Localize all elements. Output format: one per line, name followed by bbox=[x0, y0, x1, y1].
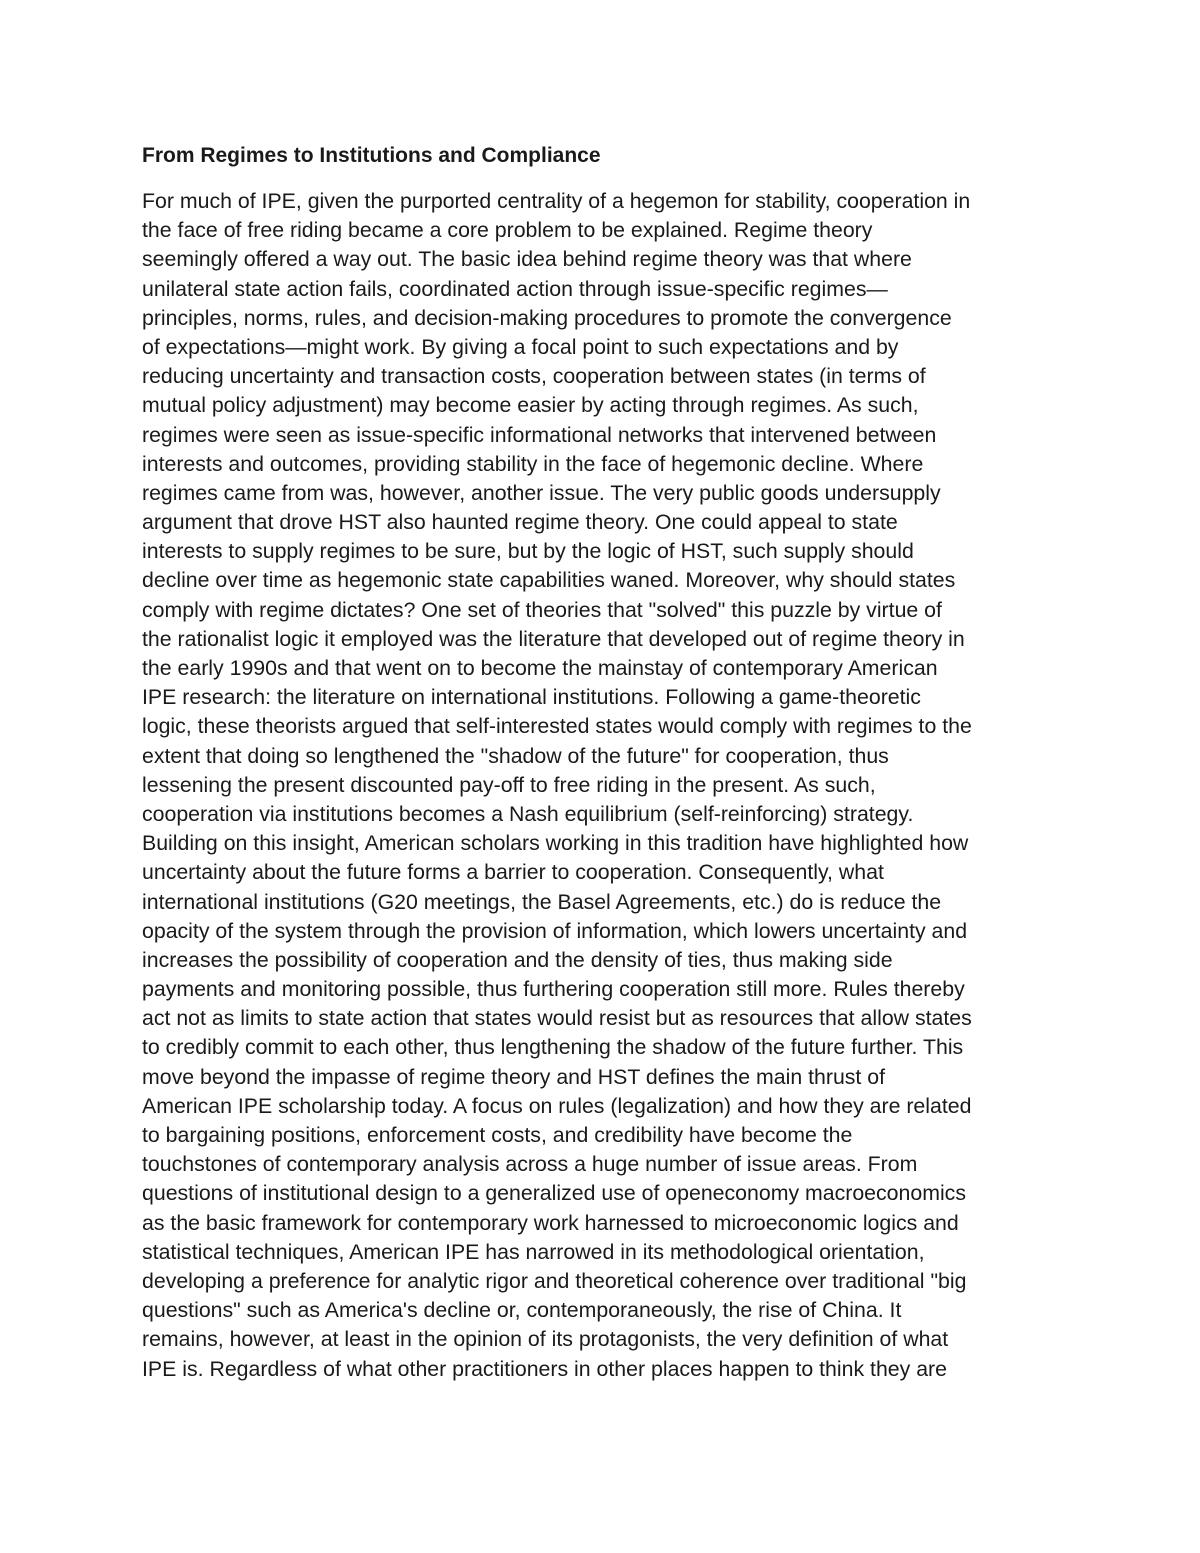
paragraph-line: reducing uncertainty and transaction costs, cooperation between states (in terms of bbox=[142, 364, 926, 389]
paragraph-line: payments and monitoring possible, thus furthering cooperation still more. Rules thereby bbox=[142, 977, 965, 1002]
paragraph-line: logic, these theorists argued that self-interested states would comply with regimes to the bbox=[142, 714, 972, 739]
paragraph-line: to credibly commit to each other, thus lengthening the shadow of the future further. This bbox=[142, 1035, 964, 1060]
body-paragraph bbox=[142, 187, 1072, 1384]
section-heading: From Regimes to Institutions and Compliance bbox=[142, 144, 601, 167]
paragraph-line: international institutions (G20 meetings, the Basel Agreements, etc.) do is reduce the bbox=[142, 889, 942, 914]
paragraph-line: For much of IPE, given the purported centrality of a hegemon for stability, cooperation in bbox=[142, 189, 971, 213]
paragraph-line: Building on this insight, American scholars working in this tradition have highlighted how bbox=[142, 831, 969, 856]
paragraph-line: opacity of the system through the provision of information, which lowers uncertainty and bbox=[142, 918, 968, 943]
paragraph-line: mutual policy adjustment) may become easier by acting through regimes. As such, bbox=[142, 393, 919, 418]
paragraph-line: regimes were seen as issue-specific informational networks that intervened between bbox=[142, 422, 937, 447]
paragraph-line: to bargaining positions, enforcement costs, and credibility have become the bbox=[142, 1123, 853, 1147]
paragraph-line: comply with regime dictates? One set of theories that "solved" this puzzle by virtue of bbox=[142, 597, 942, 622]
paragraph-line: IPE research: the literature on international institutions. Following a game-theoretic bbox=[142, 685, 921, 710]
paragraph-line: the rationalist logic it employed was the literature that developed out of regime theory in bbox=[142, 626, 965, 651]
paragraph-line: act not as limits to state action that states would resist but as resources that allow states bbox=[142, 1006, 972, 1031]
paragraph-line: questions" such as America's decline or, contemporaneously, the rise of China. It bbox=[142, 1298, 902, 1323]
paragraph-line: cooperation via institutions becomes a Nash equilibrium (self-reinforcing) strategy. bbox=[142, 801, 914, 826]
paragraph-line: move beyond the impasse of regime theory and HST defines the main thrust of bbox=[142, 1064, 886, 1089]
paragraph-line: remains, however, at least in the opinion of its protagonists, the very definition of what bbox=[142, 1327, 949, 1352]
paragraph-line: American IPE scholarship today. A focus on rules (legalization) and how they are related bbox=[142, 1093, 972, 1118]
paragraph-line: increases the possibility of cooperation and the density of ties, thus making side bbox=[142, 947, 893, 972]
paragraph-line: interests to supply regimes to be sure, but by the logic of HST, such supply should bbox=[142, 539, 914, 564]
paragraph-line: uncertainty about the future forms a barrier to cooperation. Consequently, what bbox=[142, 860, 884, 885]
paragraph-line: touchstones of contemporary analysis across a huge number of issue areas. From bbox=[142, 1152, 918, 1177]
paragraph-line: principles, norms, rules, and decision-making procedures to promote the convergence bbox=[142, 305, 952, 330]
paragraph-line: interests and outcomes, providing stability in the face of hegemonic decline. Where bbox=[142, 451, 924, 476]
paragraph-line: seemingly offered a way out. The basic idea behind regime theory was that where bbox=[142, 247, 912, 272]
paragraph-line: as the basic framework for contemporary work harnessed to microeconomic logics and bbox=[142, 1210, 959, 1235]
paragraph-line: of expectations—might work. By giving a focal point to such expectations and by bbox=[142, 334, 899, 359]
paragraph-line: argument that drove HST also haunted regime theory. One could appeal to state bbox=[142, 510, 898, 535]
paragraph-line: regimes came from was, however, another issue. The very public goods undersupply bbox=[142, 480, 941, 505]
paragraph-line: decline over time as hegemonic state capabilities waned. Moreover, why should states bbox=[142, 568, 956, 593]
paragraph-line: the face of free riding became a core problem to be explained. Regime theory bbox=[142, 218, 873, 243]
paragraph-line: statistical techniques, American IPE has narrowed in its methodological orientation, bbox=[142, 1239, 925, 1264]
paragraph-line: extent that doing so lengthened the "shadow of the future" for cooperation, thus bbox=[142, 743, 889, 768]
paragraph-line: questions of institutional design to a generalized use of openeconomy macroeconomics bbox=[142, 1181, 966, 1206]
paragraph-line: unilateral state action fails, coordinated action through issue-specific regimes— bbox=[142, 276, 888, 301]
paragraph-line: IPE is. Regardless of what other practitioners in other places happen to think they are bbox=[142, 1356, 947, 1381]
paragraph-line: lessening the present discounted pay-off to free riding in the present. As such, bbox=[142, 772, 876, 797]
paragraph-line: the early 1990s and that went on to become the mainstay of contemporary American bbox=[142, 656, 938, 680]
paragraph-line: developing a preference for analytic rigor and theoretical coherence over traditional "big bbox=[142, 1268, 967, 1293]
